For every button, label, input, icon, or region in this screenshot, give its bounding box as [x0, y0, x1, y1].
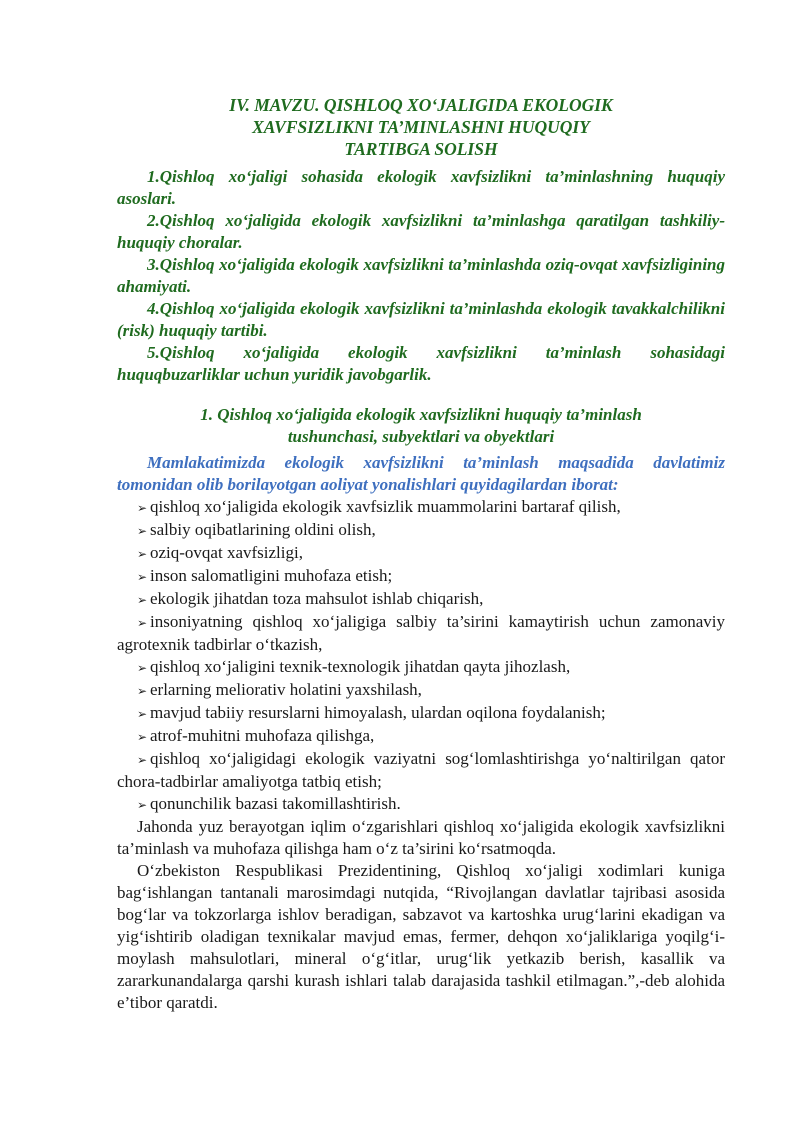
arrow-right-icon: ➢	[137, 593, 148, 607]
list-item	[117, 565, 725, 588]
list-item	[117, 519, 725, 542]
title-line: IV. MAVZU. QISHLOQ XO‘JALIGIDA EKOLOGIK	[229, 95, 613, 115]
arrow-right-icon: ➢	[137, 661, 148, 675]
list-item	[117, 702, 725, 725]
list-item-text: qishloq xo‘jaligidagi ekologik vaziyatni sog‘lomlashtirishga yo‘naltirilgan qator chora-tadbirlar amaliyotga tatbiq etish;	[117, 749, 725, 791]
arrow-right-icon: ➢	[137, 707, 148, 721]
arrow-right-icon: ➢	[137, 501, 148, 515]
section-title-line: tushunchasi, subyektlari va obyektlari	[287, 427, 555, 446]
list-item-text: ekologik jihatdan toza mahsulot ishlab chiqarish,	[150, 589, 484, 608]
list-item	[117, 679, 725, 702]
list-item-text: inson salomatligini muhofaza etish;	[150, 566, 393, 585]
topic-item: 1.Qishloq xo‘jaligi sohasida ekologik xavfsizlikni ta’minlashning huquqiy asoslari.	[117, 167, 725, 208]
topic-list	[117, 166, 725, 386]
topic-item: 4.Qishloq xo‘jaligida ekologik xavfsizlikni ta’minlashda ekologik tavakkalchilikni (risk) huquqiy tartibi.	[117, 299, 725, 340]
list-item	[117, 611, 725, 656]
list-item-text: mavjud tabiiy resurslarni himoyalash, ulardan oqilona foydalanish;	[150, 703, 606, 722]
arrow-right-icon: ➢	[137, 616, 148, 630]
list-item	[117, 496, 725, 519]
body-paragraph: O‘zbekiston Respublikasi Prezidentining, Qishloq xo‘jaligi xodimlari kuniga bag‘ishlangan tantanali marosimdagi nutqida, “Rivojlangan davlatlar tajribasi asosida bog‘lar va tokzorlarga ishlov beradigan, sabzavot va kartoshka urug‘larini ekadigan va yig‘ishtirib oladigan texnikalar mavjud emas, fermer, dehqon xo‘jaliklariga yoqilg‘i-moylash mahsulotlari, mineral o‘g‘itlar, urug‘lik yetkazib berish, kasallik va zararkunandalarga qarshi kurash ishlari talab darajasida tashkil etilmagan.”,-deb alohida e’tibor qaratdi.	[117, 861, 725, 1012]
list-item-text: insoniyatning qishloq xo‘jaligiga salbiy ta’sirini kamaytirish uchun zamonaviy agrotexnik tadbirlar o‘tkazish,	[117, 612, 725, 654]
list-item	[117, 725, 725, 748]
list-item	[117, 588, 725, 611]
list-item-text: erlarning meliorativ holatini yaxshilash,	[150, 680, 422, 699]
topic-item: 2.Qishloq xo‘jaligida ekologik xavfsizlikni ta’minlashga qaratilgan tashkiliy-huquqiy choralar.	[117, 211, 725, 252]
list-item-text: qonunchilik bazasi takomillashtirish.	[150, 794, 401, 813]
arrow-right-icon: ➢	[137, 547, 148, 561]
body-paragraph: Jahonda yuz berayotgan iqlim o‘zgarishlari qishloq xo‘jaligida ekologik xavfsizlikni ta’minlash va muhofaza qilishga ham o‘z ta’sirini ko‘rsatmoqda.	[117, 817, 725, 858]
list-item-text: atrof-muhitni muhofaza qilishga,	[150, 726, 375, 745]
document-page	[117, 94, 725, 1014]
list-item-text: qishloq xo‘jaligini texnik-texnologik jihatdan qayta jihozlash,	[150, 657, 571, 676]
section-title-line: 1. Qishloq xo‘jaligida ekologik xavfsizlikni huquqiy ta’minlash	[200, 405, 642, 424]
arrow-right-icon: ➢	[137, 798, 148, 812]
list-item-text: oziq-ovqat xavfsizligi,	[150, 543, 303, 562]
arrow-right-icon: ➢	[137, 730, 148, 744]
list-item-text: salbiy oqibatlarining oldini olish,	[150, 520, 376, 539]
list-item	[117, 748, 725, 793]
list-item-text: qishloq xo‘jaligida ekologik xavfsizlik muammolarini bartaraf qilish,	[150, 497, 621, 516]
arrow-right-icon: ➢	[137, 684, 148, 698]
topic-item: 5.Qishloq xo‘jaligida ekologik xavfsizlikni ta’minlash sohasidagi huquqbuzarliklar uchun yuridik javobgarlik.	[117, 343, 725, 384]
title-line: TARTIBGA SOLISH	[344, 139, 498, 159]
bullet-list	[117, 496, 725, 816]
arrow-right-icon: ➢	[137, 570, 148, 584]
list-item	[117, 542, 725, 565]
list-item	[117, 656, 725, 679]
arrow-right-icon: ➢	[137, 524, 148, 538]
lecture-title	[117, 94, 725, 160]
list-item	[117, 793, 725, 816]
title-line: XAVFSIZLIKNI TA’MINLASHNI HUQUQIY	[252, 117, 590, 137]
topic-item: 3.Qishloq xo‘jaligida ekologik xavfsizlikni ta’minlashda oziq-ovqat xavfsizligining ahamiyati.	[117, 255, 725, 296]
section-title	[117, 404, 725, 448]
arrow-right-icon: ➢	[137, 753, 148, 767]
intro-paragraph: Mamlakatimizda ekologik xavfsizlikni ta’minlash maqsadida davlatimiz tomonidan olib borilayotgan aoliyat yonalishlari quyidagilardan iborat:	[117, 453, 725, 494]
